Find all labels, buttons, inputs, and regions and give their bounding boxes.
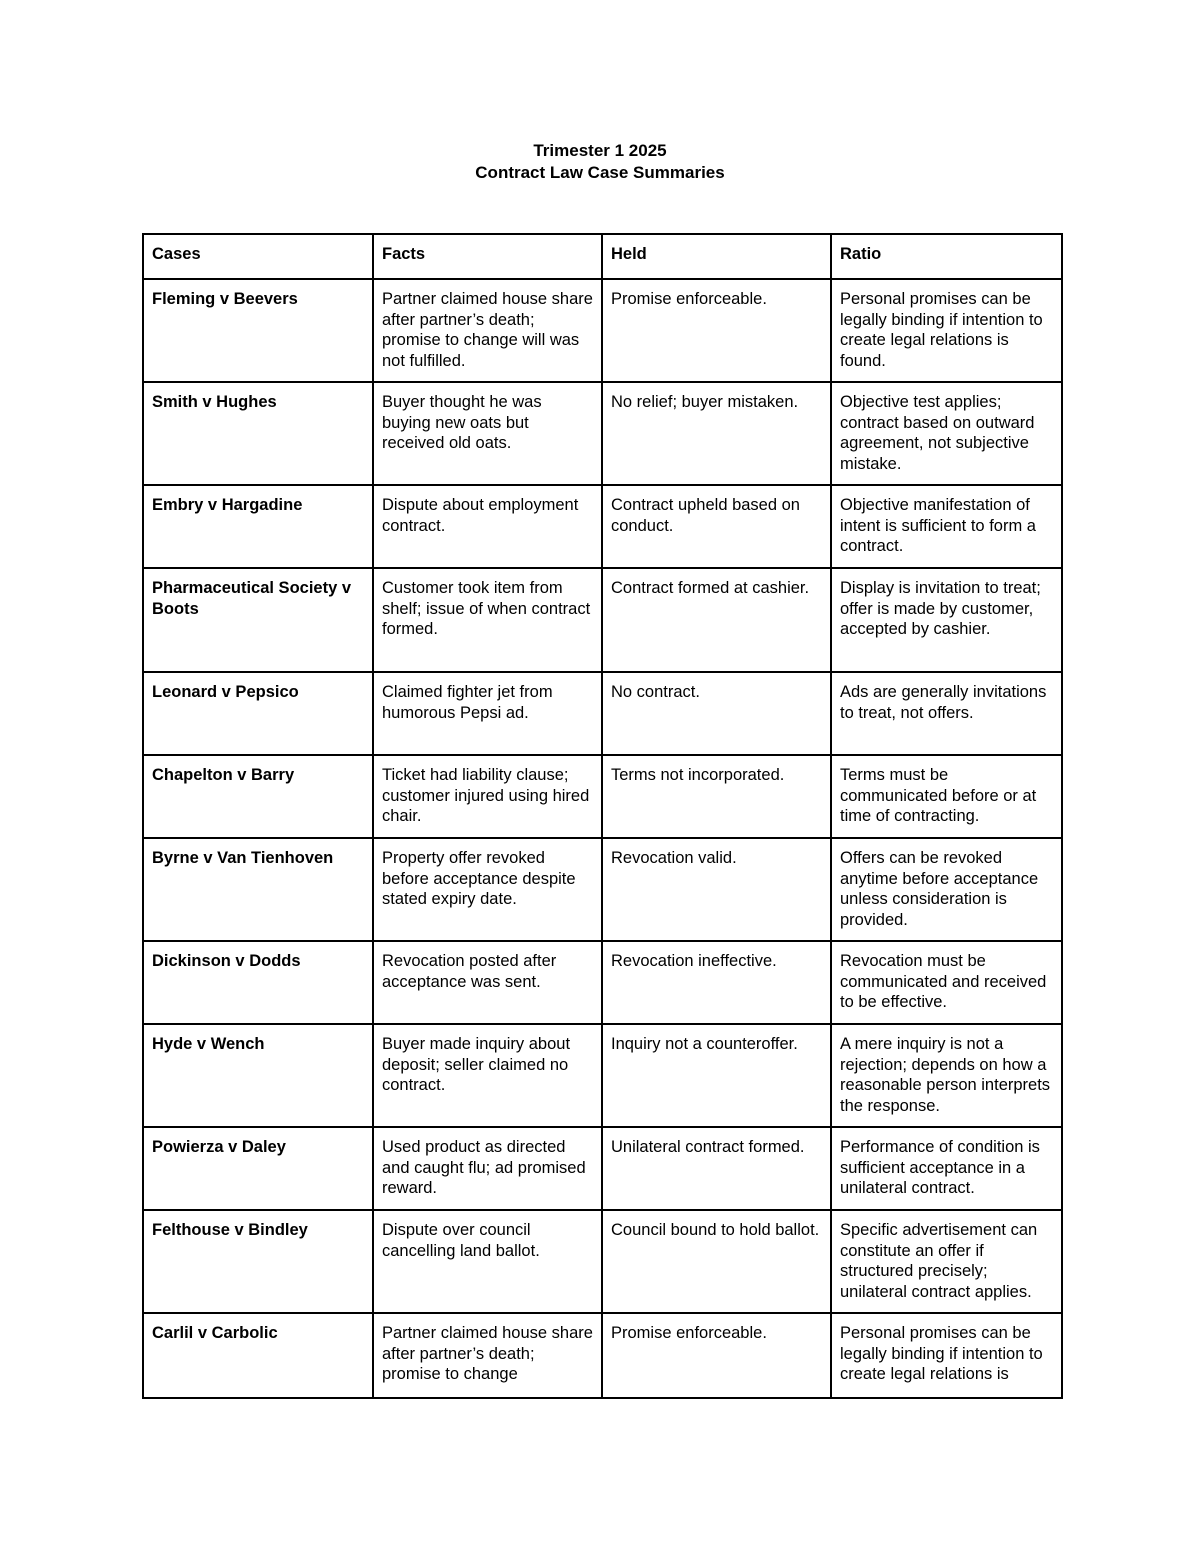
held-cell: No relief; buyer mistaken.: [602, 382, 831, 485]
ratio-cell: Objective manifestation of intent is sufficient to form a contract.: [831, 485, 1062, 568]
held-cell: Revocation ineffective.: [602, 941, 831, 1024]
table-row: [143, 1210, 1062, 1313]
ratio-cell: [831, 1313, 1062, 1398]
held-cell: Council bound to hold ballot.: [602, 1210, 831, 1313]
case-name-cell: Chapelton v Barry: [143, 755, 373, 838]
case-name-cell: Felthouse v Bindley: [143, 1210, 373, 1313]
case-name-cell: Leonard v Pepsico: [143, 672, 373, 755]
ratio-cell: Revocation must be communicated and received to be effective.: [831, 941, 1062, 1024]
table-row: [143, 1127, 1062, 1210]
case-name-cell: Pharmaceutical Society v Boots: [143, 568, 373, 672]
facts-cell: Buyer made inquiry about deposit; seller claimed no contract.: [373, 1024, 602, 1127]
held-cell: Contract formed at cashier.: [602, 568, 831, 672]
table-row: [143, 838, 1062, 941]
ratio-cell: Specific advertisement can constitute an offer if structured precisely; unilateral contract applies.: [831, 1210, 1062, 1313]
held-cell: Contract upheld based on conduct.: [602, 485, 831, 568]
case-name-cell: [143, 1313, 373, 1398]
case-name-text: Carlil v Carbolic: [152, 1324, 278, 1342]
held-cell: Terms not incorporated.: [602, 755, 831, 838]
held-text: Promise enforceable.: [611, 1324, 767, 1342]
document-title: Contract Law Case Summaries: [475, 163, 725, 182]
ratio-cell: Personal promises can be legally binding if intention to create legal relations is found.: [831, 279, 1062, 382]
facts-cell: Dispute about employment contract.: [373, 485, 602, 568]
facts-text: Partner claimed house share after partner’s death; promise to change: [382, 1324, 593, 1384]
column-header-ratio: Ratio: [831, 234, 1062, 279]
facts-cell: [373, 1313, 602, 1398]
table-row: [143, 755, 1062, 838]
table-row: [143, 1024, 1062, 1127]
case-name-cell: Dickinson v Dodds: [143, 941, 373, 1024]
case-summaries-table: [142, 233, 1063, 1399]
ratio-cell: Ads are generally invitations to treat, not offers.: [831, 672, 1062, 755]
ratio-cell: Offers can be revoked anytime before acceptance unless consideration is provided.: [831, 838, 1062, 941]
column-header-cases: Cases: [143, 234, 373, 279]
held-cell: Inquiry not a counteroffer.: [602, 1024, 831, 1127]
ratio-cell: Display is invitation to treat; offer is made by customer, accepted by cashier.: [831, 568, 1062, 672]
table-header-row: [143, 234, 1062, 279]
facts-cell: Customer took item from shelf; issue of when contract formed.: [373, 568, 602, 672]
table-row: [143, 485, 1062, 568]
ratio-cell: A mere inquiry is not a rejection; depends on how a reasonable person interprets the response.: [831, 1024, 1062, 1127]
facts-cell: Revocation posted after acceptance was sent.: [373, 941, 602, 1024]
held-cell: No contract.: [602, 672, 831, 755]
facts-cell: Dispute over council cancelling land ballot.: [373, 1210, 602, 1313]
facts-cell: Buyer thought he was buying new oats but received old oats.: [373, 382, 602, 485]
facts-cell: Ticket had liability clause; customer injured using hired chair.: [373, 755, 602, 838]
case-name-cell: Smith v Hughes: [143, 382, 373, 485]
table-row: [143, 568, 1062, 672]
case-name-cell: Fleming v Beevers: [143, 279, 373, 382]
case-name-cell: Hyde v Wench: [143, 1024, 373, 1127]
facts-cell: Claimed fighter jet from humorous Pepsi ad.: [373, 672, 602, 755]
facts-cell: Partner claimed house share after partner’s death; promise to change will was not fulfilled.: [373, 279, 602, 382]
document-term: Trimester 1 2025: [533, 141, 667, 160]
facts-cell: Used product as directed and caught flu; ad promised reward.: [373, 1127, 602, 1210]
ratio-text: Personal promises can be legally binding if intention to create legal relations is: [840, 1324, 1043, 1384]
table-row: [143, 941, 1062, 1024]
case-name-cell: Powierza v Daley: [143, 1127, 373, 1210]
held-cell: Promise enforceable.: [602, 279, 831, 382]
table-row: [143, 382, 1062, 485]
table-row: [143, 1313, 1062, 1398]
ratio-cell: Performance of condition is sufficient acceptance in a unilateral contract.: [831, 1127, 1062, 1210]
facts-cell: Property offer revoked before acceptance despite stated expiry date.: [373, 838, 602, 941]
held-cell: [602, 1313, 831, 1398]
case-name-cell: Byrne v Van Tienhoven: [143, 838, 373, 941]
held-cell: Unilateral contract formed.: [602, 1127, 831, 1210]
ratio-cell: Terms must be communicated before or at time of contracting.: [831, 755, 1062, 838]
document-header: [0, 140, 1200, 184]
table-row: [143, 672, 1062, 755]
ratio-cell: Objective test applies; contract based on outward agreement, not subjective mistake.: [831, 382, 1062, 485]
column-header-facts: Facts: [373, 234, 602, 279]
case-name-cell: Embry v Hargadine: [143, 485, 373, 568]
held-cell: Revocation valid.: [602, 838, 831, 941]
column-header-held: Held: [602, 234, 831, 279]
table-row: [143, 279, 1062, 382]
